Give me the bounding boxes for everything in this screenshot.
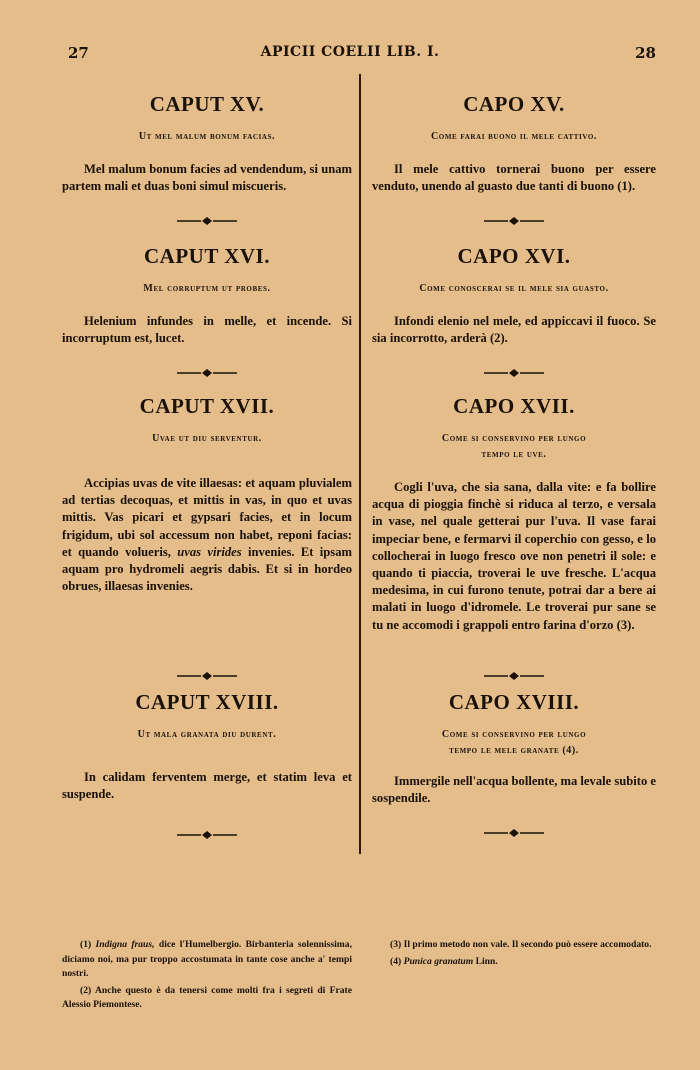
italian-chapter-15	[372, 92, 656, 221]
running-title: APICII COELII LIB. I.	[260, 44, 440, 60]
chapter-text: Cogli l'uva, che sia sana, dalla vite: e fa bollire acqua di pioggia finchè si riduca al terzo, e versala in vase, nel quale getterai pur l'uva. Il vase farai impeciar bene, e fermarvi il coperchio con gesso, e lo collocherai in luogo fresco ove non penetri il sole: e quando ti piaccia, troverai le uve fresche. L'acqua medesima, in cui furono tenute, potrai dar a bere ai malati in luogo d'idromele. Le troverai pur sane se tu ne accomodi i grappoli entro farina d'orzo (3).	[372, 480, 656, 632]
ornament-icon	[62, 363, 352, 373]
footnotes-right	[372, 938, 656, 971]
ornament-icon	[62, 666, 352, 676]
chapter-subtitle: Uvae ut diu serventur.	[152, 433, 262, 444]
italian-chapter-18	[372, 666, 656, 833]
latin-chapter-16	[62, 244, 352, 373]
ornament-icon	[62, 825, 352, 835]
chapter-subtitle: Come farai buono il mele cattivo.	[430, 131, 598, 142]
chapter-heading: CAPO XVIII.	[448, 690, 580, 714]
footnote-2: (2) Anche questo è da tenersi come molti fra i segreti di Frate Alessio Piemontese.	[62, 984, 352, 1010]
ornament-icon	[372, 363, 656, 373]
chapter-text: Helenium infundes in melle, et incende. Si incorruptum est, lucet.	[62, 314, 352, 346]
chapter-subtitle: Come si conservino per lungo tempo le mele granate (4).	[441, 729, 587, 756]
chapter-heading: CAPUT XVIII.	[135, 690, 279, 714]
chapter-text: Accipias uvas de vite illaesas: et aquam pluvialem ad tertias decoquas, et mittis in vas, in quo et uvas mittis. Vas picari et gypsari facies, et in locum frigidum, ubi sol accessum non habet, reponi facias: et quando volueris, uvas virides invenies. Et ipsam aquam pro hydromeli aegris dabis. Et si in hordeo obrues, illaesas invenies.	[62, 476, 352, 594]
ornament-icon	[372, 211, 656, 221]
chapter-subtitle: Come conoscerai se il mele sia guasto.	[419, 283, 609, 294]
chapter-subtitle: Ut mel malum bonum facias.	[138, 131, 276, 142]
page-header	[0, 44, 700, 64]
latin-chapter-18	[62, 666, 352, 835]
chapter-text: Infondi elenio nel mele, ed appiccavi il fuoco. Se sia incorrotto, arderà (2).	[372, 314, 656, 346]
ornament-icon	[62, 211, 352, 221]
footnote-4: (4) Punica granatum Linn.	[390, 955, 498, 967]
footnote-1: (1) Indigna fraus, dice l'Humelbergio. Birbanteria solennissima, diciamo noi, ma pur troppo accostumata in tante cose anche a' tempi nostri.	[62, 939, 352, 979]
footnotes-left	[62, 938, 352, 1015]
ornament-icon	[372, 823, 656, 833]
chapter-subtitle: Ut mala granata diu durent.	[137, 729, 277, 740]
chapter-heading: CAPO XVII.	[453, 394, 575, 418]
chapter-heading: CAPO XVI.	[457, 244, 571, 268]
chapter-heading: CAPO XV.	[463, 92, 565, 116]
page-number-left: 27	[68, 44, 89, 62]
column-divider	[359, 74, 361, 854]
chapter-subtitle: Come si conservino per lungo tempo le uve.	[441, 433, 587, 460]
chapter-heading: CAPUT XV.	[149, 92, 265, 116]
chapter-text: Mel malum bonum facies ad vendendum, si unam partem mali et duas boni simul miscueris.	[62, 162, 352, 194]
chapter-subtitle: Mel corruptum ut probes.	[143, 283, 271, 294]
latin-chapter-17	[62, 394, 352, 595]
chapter-heading: CAPUT XVII.	[139, 394, 275, 418]
chapter-text: In calidam ferventem merge, et statim leva et suspende.	[62, 770, 352, 802]
footnote-3: (3) Il primo metodo non vale. Il secondo può essere accomodato.	[390, 939, 652, 950]
ornament-icon	[372, 666, 656, 676]
chapter-heading: CAPUT XVI.	[144, 244, 270, 268]
chapter-text: Il mele cattivo tornerai buono per essere venduto, unendo al guasto due tanti di buono (1).	[372, 162, 656, 194]
page-number-right: 28	[635, 44, 656, 62]
italian-chapter-17	[372, 394, 656, 634]
chapter-text: Immergile nell'acqua bollente, ma levale subito e sospendile.	[372, 774, 656, 806]
latin-chapter-15	[62, 92, 352, 221]
italian-chapter-16	[372, 244, 656, 373]
